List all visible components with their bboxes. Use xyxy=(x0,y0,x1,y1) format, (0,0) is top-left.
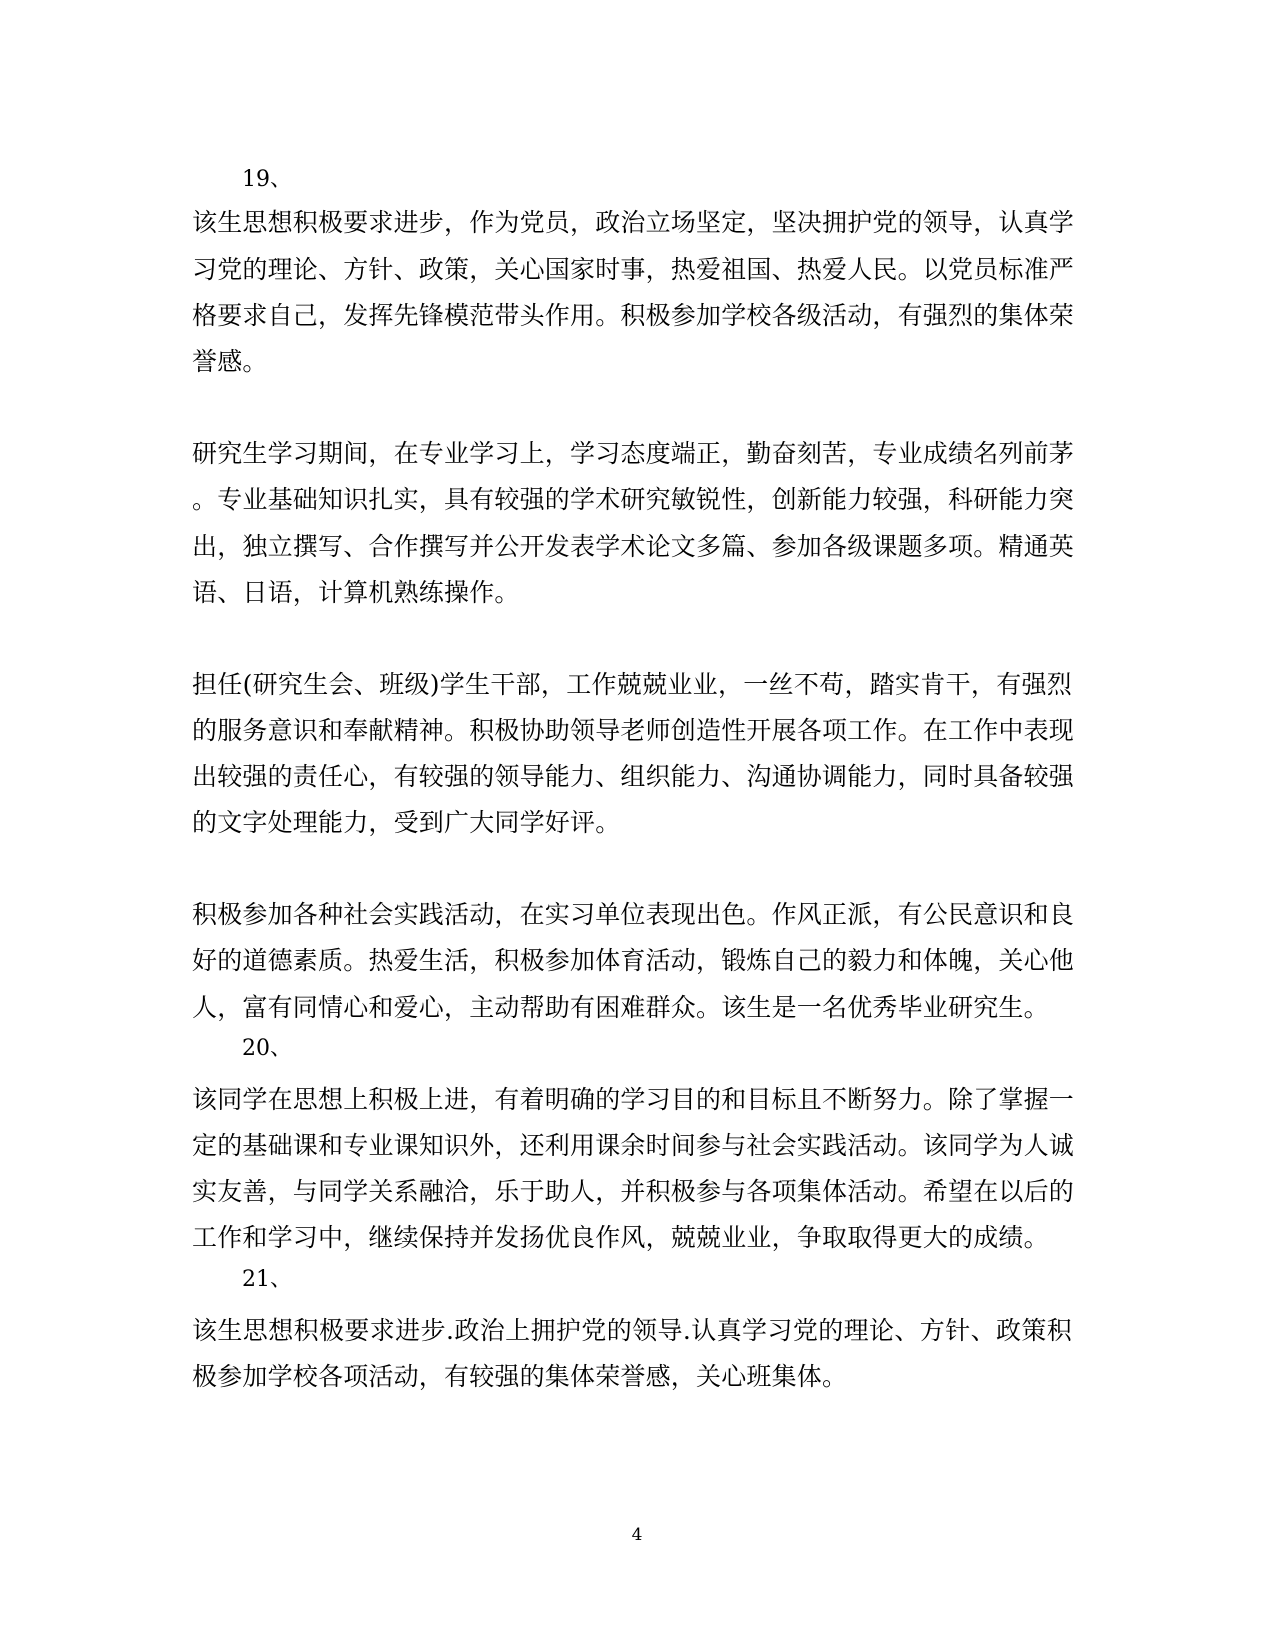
section-number-19: 19、 xyxy=(242,167,292,192)
section-number-20: 20、 xyxy=(242,1036,292,1061)
paragraph-line: 极参加学校各项活动，有较强的集体荣誉感，关心班集体。 xyxy=(192,1362,848,1391)
paragraph-line: 的服务意识和奉献精神。积极协助领导老师创造性开展各项工作。在工作中表现 xyxy=(192,716,1075,745)
paragraph-line: 工作和学习中，继续保持并发扬优良作风，兢兢业业，争取取得更大的成绩。 xyxy=(192,1223,1049,1252)
paragraph-line: 该生思想积极要求进步，作为党员，政治立场坚定，坚决拥护党的领导，认真学 xyxy=(192,208,1075,237)
paragraph-line: 语、日语，计算机熟练操作。 xyxy=(192,578,520,607)
paragraph-line: 该生思想积极要求进步.政治上拥护党的领导.认真学习党的理论、方针、政策积 xyxy=(192,1316,1072,1345)
paragraph-line: 出较强的责任心，有较强的领导能力、组织能力、沟通协调能力，同时具备较强 xyxy=(192,762,1075,791)
paragraph-line: 担任(研究生会、班级)学生干部，工作兢兢业业，一丝不苟，踏实肯干，有强烈 xyxy=(192,670,1072,699)
paragraph-line: 。专业基础知识扎实，具有较强的学术研究敏锐性，创新能力较强，科研能力突 xyxy=(192,485,1075,514)
paragraph-line: 实友善，与同学关系融洽，乐于助人，并积极参与各项集体活动。希望在以后的 xyxy=(192,1177,1075,1206)
paragraph-line: 出，独立撰写、合作撰写并公开发表学术论文多篇、参加各级课题多项。精通英 xyxy=(192,532,1075,561)
paragraph-line: 的文字处理能力，受到广大同学好评。 xyxy=(192,808,621,837)
paragraph-line: 该同学在思想上积极上进，有着明确的学习目的和目标且不断努力。除了掌握一 xyxy=(192,1085,1075,1114)
section-number-21: 21、 xyxy=(242,1267,292,1292)
paragraph-line: 习党的理论、方针、政策，关心国家时事，热爱祖国、热爱人民。以党员标准严 xyxy=(192,255,1075,284)
paragraph-line: 誉感。 xyxy=(192,347,268,376)
paragraph-line: 研究生学习期间，在专业学习上，学习态度端正，勤奋刻苦，专业成绩名列前茅 xyxy=(192,439,1075,468)
paragraph-line: 定的基础课和专业课知识外，还利用课余时间参与社会实践活动。该同学为人诚 xyxy=(192,1131,1075,1160)
page-number: 4 xyxy=(631,1525,643,1545)
paragraph-line: 人，富有同情心和爱心，主动帮助有困难群众。该生是一名优秀毕业研究生。 xyxy=(192,993,1049,1022)
paragraph-line: 积极参加各种社会实践活动，在实习单位表现出色。作风正派，有公民意识和良 xyxy=(192,900,1075,929)
paragraph-line: 格要求自己，发挥先锋模范带头作用。积极参加学校各级活动，有强烈的集体荣 xyxy=(192,301,1075,330)
paragraph-line: 好的道德素质。热爱生活，积极参加体育活动，锻炼自己的毅力和体魄，关心他 xyxy=(192,946,1075,975)
